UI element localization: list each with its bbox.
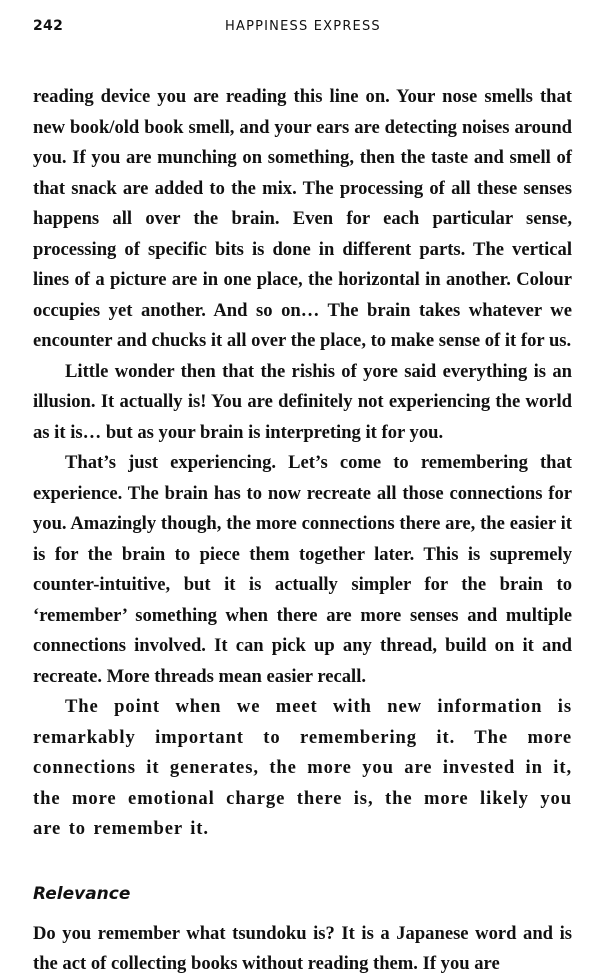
section-paragraph: Do you remember what tsundoku is? It is a Japanese word and is the act of collecting books without reading them. If you are — [33, 922, 572, 974]
page-number: 242 — [33, 18, 64, 34]
page-header — [33, 18, 572, 58]
section-heading: Relevance — [33, 883, 131, 904]
paragraph-1: reading device you are reading this line on. Your nose smells that new book/old book smell, and your ears are detecting noises around you. If you are munching on something, then the taste and smell of that snack are added to the mix. The processing of all these senses happens all over the brain. Even for each particular sense, processing of specific bits is done in different parts. The vertical lines of a picture are in one place, the horizontal in another. Colour occupies yet another. And so on… The brain takes whatever we encounter and chucks it all over the place, to make sense of it for us. — [33, 86, 572, 351]
paragraph-2: Little wonder then that the rishis of yore said everything is an illusion. It actually is! You are definitely not experiencing the world as it is… but as your brain is interpreting it for you. — [33, 360, 572, 443]
paragraph-3: That’s just experiencing. Let’s come to remembering that experience. The brain has to now recreate all those connections for you. Amazingly though, the more connections there are, the easier it is for the brain to piece them together later. This is supremely counter-intuitive, but it is actually simpler for the brain to ‘remember’ something when there are more senses and multiple connections involved. It can pick up any thread, build on it and recreate. More threads mean easier recall. — [33, 452, 572, 687]
body-text — [33, 82, 572, 980]
paragraph-4: The point when we meet with new information is remarkably important to remembering it. The more connections it generates, the more you are invested in it, the more emotional charge there is, the more likely you are to remember it. — [33, 696, 572, 839]
running-head: HAPPINESS EXPRESS — [225, 19, 381, 34]
